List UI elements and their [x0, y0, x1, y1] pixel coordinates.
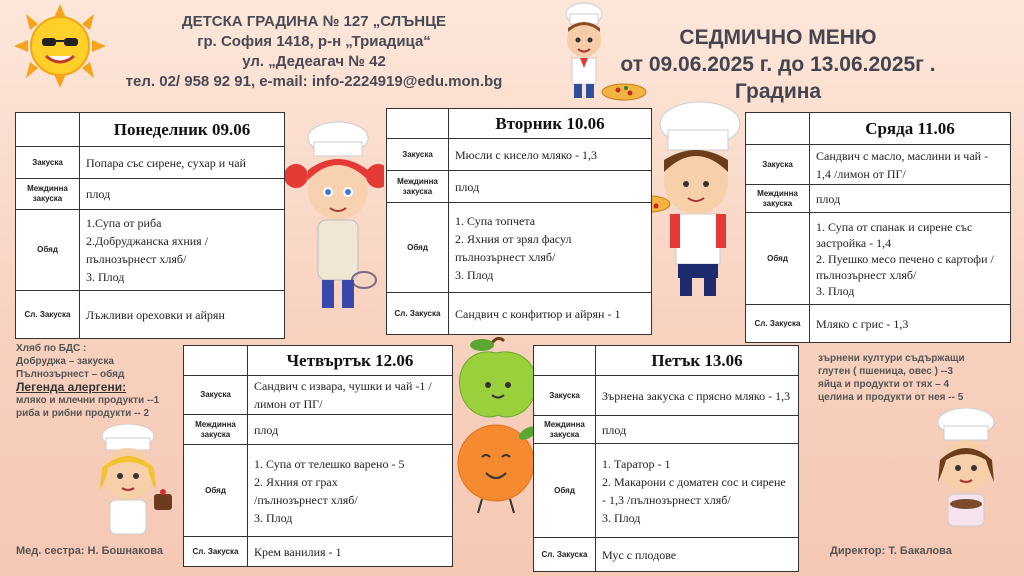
row-label-breakfast: Закуска: [746, 145, 810, 185]
lunch-cell: [449, 203, 652, 293]
afternoon-cell: Сандвич с конфитюр и айрян - 1: [449, 293, 652, 335]
city-line: гр. София 1418, р-н „Триадица“: [197, 33, 431, 50]
lunch-cell: [596, 444, 799, 538]
row-label-snack: Междинна закуска: [534, 416, 596, 444]
lunch-item: 3. Плод: [816, 283, 855, 298]
nurse-signature: Мед. сестра: Н. Бошнакова: [16, 545, 163, 557]
allergen-note: целина и продукти от нея -- 5: [818, 392, 964, 403]
lunch-item: 2. Яхния от грах: [254, 474, 338, 489]
row-label-lunch: Обяд: [184, 445, 248, 537]
snack-cell: плод: [248, 415, 453, 445]
row-label-breakfast: Закуска: [16, 147, 80, 179]
sun-icon: [6, 4, 114, 88]
lunch-item: 2. Макарони с доматен сос и сирене - 1,3 /пълнозърнест хляб/: [602, 474, 786, 507]
wednesday-table: [745, 112, 1011, 343]
day-title: Петък 13.06: [596, 346, 799, 376]
snack-cell: плод: [449, 171, 652, 203]
breakfast-cell: Мюсли с кисело мляко - 1,3: [449, 139, 652, 171]
row-label-snack: Междинна закуска: [16, 179, 80, 210]
lunch-item: /пълнозърнест хляб/: [254, 492, 358, 507]
lunch-item: 1. Супа от спанак и сирене със застройка - 1,4: [816, 219, 973, 250]
lunch-item: 2.Добруджанска яхния /пълнозърнест хляб/: [86, 234, 209, 266]
row-label-lunch: Обяд: [387, 203, 449, 293]
lunch-item: 1. Супа от телешко варено - 5: [254, 456, 405, 471]
row-label-lunch: Обяд: [16, 210, 80, 291]
breakfast-cell: Сандвич с масло, маслини и чай - 1,4 /лимон от ПГ/: [810, 145, 1011, 185]
row-label-breakfast: Закуска: [387, 139, 449, 171]
menu-header: [600, 24, 956, 105]
breakfast-cell: Зърнена закуска с прясно мляко - 1,3: [596, 376, 799, 416]
director-signature: Директор: Т. Бакалова: [830, 545, 952, 557]
date-range: от 09.06.2025 г. до 13.06.2025г .: [620, 53, 936, 76]
bread-title: Хляб по БДС :: [16, 343, 87, 354]
lunch-item: 3. Плод: [455, 267, 494, 282]
thursday-table: [183, 345, 453, 567]
lunch-cell: [248, 445, 453, 537]
group-name: Градина: [734, 80, 822, 103]
apple-orange-icon: [452, 335, 542, 515]
legend-title: Легенда алергени:: [16, 380, 127, 394]
afternoon-cell: Мляко с грис - 1,3: [810, 305, 1011, 343]
afternoon-cell: Крем ванилия - 1: [248, 537, 453, 567]
allergen-note: глутен ( пшеница, овес ) --3: [818, 366, 953, 377]
monday-table: [15, 112, 285, 339]
lunch-cell: [810, 213, 1011, 305]
friday-table: [533, 345, 799, 572]
bread-note: Пълнозърнест – обяд: [16, 369, 125, 380]
row-label-afternoon: Сл. Закуска: [534, 538, 596, 572]
chef-girl-red-hair-icon: [284, 120, 384, 320]
allergen-note: мляко и млечни продукти --1: [16, 395, 160, 406]
lunch-item: 3. Плод: [86, 270, 125, 284]
school-header: [108, 12, 520, 92]
snack-cell: плод: [80, 179, 285, 210]
chef-girl-cake-icon: [78, 424, 178, 544]
row-label-lunch: Обяд: [534, 444, 596, 538]
contact-line: тел. 02/ 958 92 91, e-mail: info-2224919@edu.mon.bg: [125, 73, 503, 90]
breakfast-cell: Сандвич с извара, чушки и чай -1 /лимон от ПГ/: [248, 376, 453, 415]
lunch-item: 1.Супа от риба: [86, 216, 162, 230]
kindergarten-name: ДЕТСКА ГРАДИНА № 127 „СЛЪНЦЕ: [181, 13, 447, 30]
lunch-item: 1. Супа топчета: [455, 213, 536, 228]
lunch-item: 2. Пуешко месо печено с картофи /пълнозърнест хляб/: [816, 251, 994, 282]
row-label-snack: Междинна закуска: [184, 415, 248, 445]
bread-and-allergen-notes: [16, 342, 186, 420]
lunch-cell: [80, 210, 285, 291]
row-label-afternoon: Сл. Закуска: [387, 293, 449, 335]
row-label-afternoon: Сл. Закуска: [184, 537, 248, 567]
street-line: ул. „Дедеагач № 42: [242, 53, 386, 70]
allergen-note: зърнени култури съдържащи: [818, 353, 965, 364]
tuesday-table: [386, 108, 652, 335]
row-label-afternoon: Сл. Закуска: [746, 305, 810, 343]
snack-cell: плод: [596, 416, 799, 444]
day-title: Вторник 10.06: [449, 109, 652, 139]
row-label-snack: Междинна закуска: [746, 185, 810, 213]
snack-cell: плод: [810, 185, 1011, 213]
allergen-note: яйца и продукти от тях – 4: [818, 379, 950, 390]
afternoon-cell: Лъжливи ореховки и айрян: [80, 291, 285, 339]
day-title: Понеделник 09.06: [80, 113, 285, 147]
lunch-item: 1. Таратор - 1: [602, 456, 671, 471]
lunch-item: пълнозърнест хляб/: [455, 249, 556, 264]
day-title: Четвъртък 12.06: [248, 346, 453, 376]
afternoon-cell: Мус с плодове: [596, 538, 799, 572]
allergen-notes-right: [818, 352, 1014, 404]
chef-girl-icon: [920, 408, 1010, 538]
bread-note: Добруджа – закуска: [16, 356, 114, 367]
lunch-item: 3. Плод: [602, 510, 641, 525]
allergen-note: риба и рибни продукти -- 2: [16, 408, 150, 419]
row-label-afternoon: Сл. Закуска: [16, 291, 80, 339]
row-label-breakfast: Закуска: [534, 376, 596, 416]
day-title: Сряда 11.06: [810, 113, 1011, 145]
lunch-item: 2. Яхния от зрял фасул: [455, 231, 572, 246]
lunch-item: 3. Плод: [254, 510, 293, 525]
menu-title: СЕДМИЧНО МЕНЮ: [679, 26, 877, 49]
row-label-lunch: Обяд: [746, 213, 810, 305]
row-label-snack: Междинна закуска: [387, 171, 449, 203]
breakfast-cell: Попара със сирене, сухар и чай: [80, 147, 285, 179]
row-label-breakfast: Закуска: [184, 376, 248, 415]
